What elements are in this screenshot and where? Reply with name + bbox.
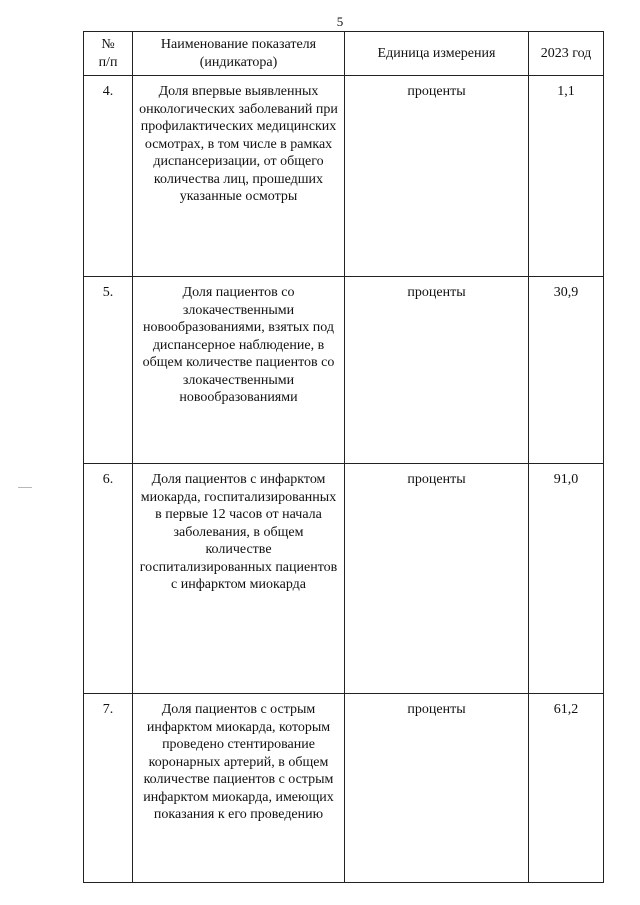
table-header-row [84, 32, 604, 76]
value-cell: 30,9 [529, 277, 604, 464]
row-number: 6. [84, 464, 133, 694]
header-year: 2023 год [529, 32, 604, 76]
row-number: 4. [84, 76, 133, 277]
header-indicator-name-line1: Наименование показателя [160, 37, 317, 52]
indicators-table [83, 31, 604, 883]
unit-cell: проценты [345, 464, 529, 694]
header-number-symbol: № [101, 37, 115, 52]
indicator-name: Доля впервые выявленных онкологических заболеваний при профилактических медицинских осмотрах, в том числе в рамках диспансеризации, от общего количества лиц, прошедших указанные осмотры [133, 76, 345, 277]
table-row [84, 464, 604, 694]
indicator-name: Доля пациентов с инфарктом миокарда, госпитализированных в первые 12 часов от начала заболевания, в общем количестве госпитализированных пациентов с инфарктом миокарда [133, 464, 345, 694]
header-indicator-name [133, 32, 345, 76]
table-row [84, 277, 604, 464]
row-number: 7. [84, 694, 133, 883]
unit-cell: проценты [345, 694, 529, 883]
table-row [84, 694, 604, 883]
indicator-name: Доля пациентов со злокачественными новообразованиями, взятых под диспансерное наблюдение, в общем количестве пациентов со злокачественными новообразованиями [133, 277, 345, 464]
unit-cell: проценты [345, 277, 529, 464]
unit-cell: проценты [345, 76, 529, 277]
scan-artifact-mark [18, 487, 32, 488]
header-indicator-name-line2: (индикатора) [199, 54, 278, 70]
row-number: 5. [84, 277, 133, 464]
indicator-name: Доля пациентов с острым инфарктом миокарда, которым проведено стентирование коронарных артерий, в общем количестве пациентов с острым инфарктом миокарда, имеющих показания к его проведению [133, 694, 345, 883]
value-cell: 1,1 [529, 76, 604, 277]
header-number-abbrev: п/п [98, 54, 118, 70]
table-row [84, 76, 604, 277]
value-cell: 61,2 [529, 694, 604, 883]
value-cell: 91,0 [529, 464, 604, 694]
page-number: 5 [336, 14, 344, 29]
header-number [84, 32, 133, 76]
header-unit: Единица измерения [345, 32, 529, 76]
